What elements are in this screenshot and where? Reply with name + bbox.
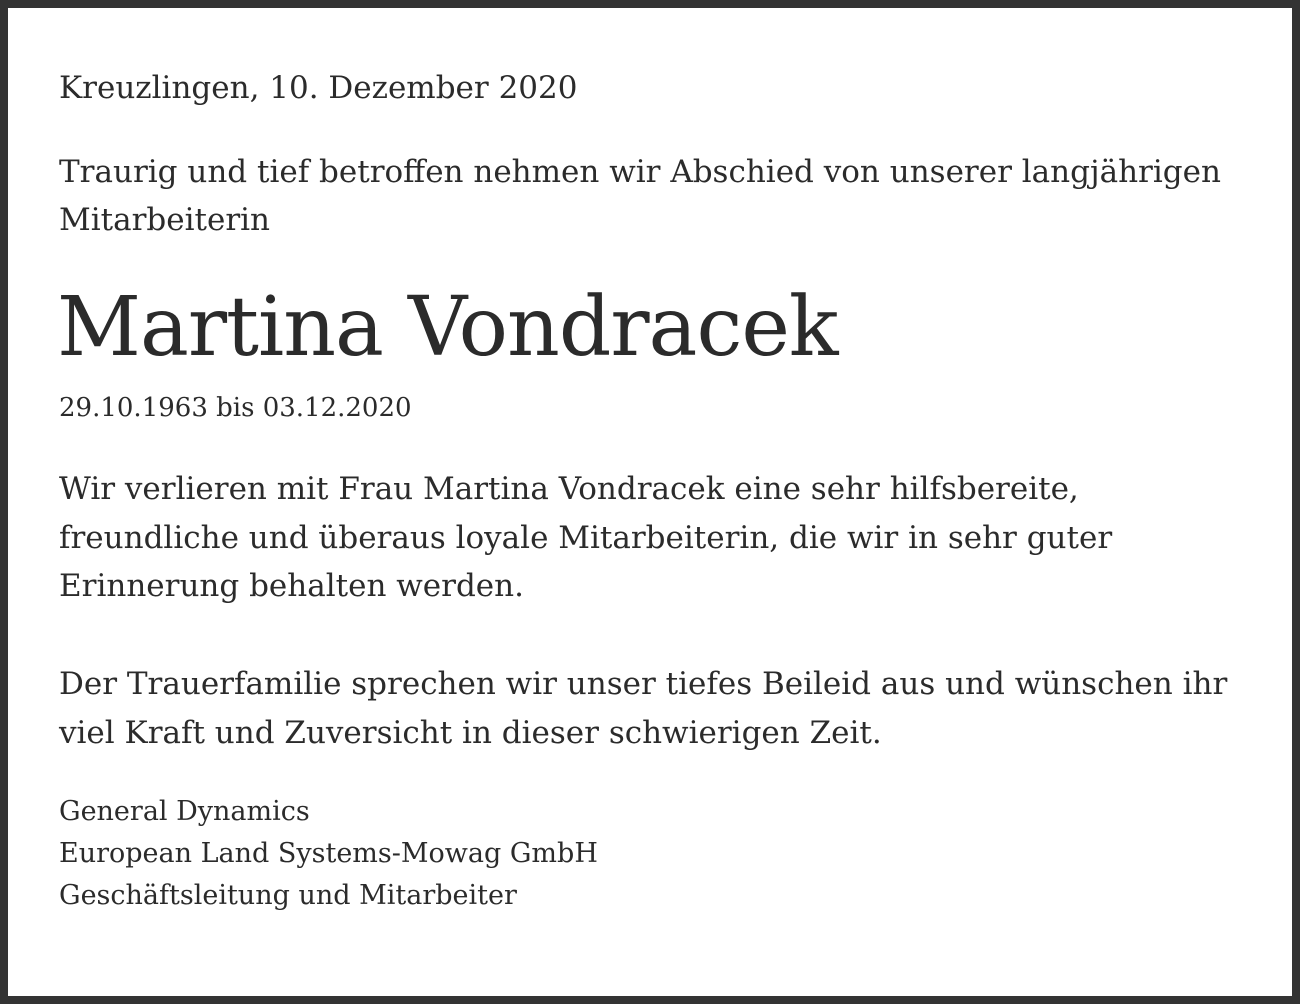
tribute-paragraph: Wir verlieren mit Frau Martina Vondracek eine sehr hilfsbereite, freundliche und überaus loyale Mitarbeiterin, die wir in sehr guter Erinnerung behalten werden. bbox=[59, 471, 1113, 604]
signature-block bbox=[59, 791, 598, 917]
life-dates: 29.10.1963 bis 03.12.2020 bbox=[59, 393, 412, 423]
intro-text: Traurig und tief betroffen nehmen wir Abschied von unserer langjährigen Mitarbeiterin bbox=[59, 154, 1221, 238]
signature-line-division: European Land Systems-Mowag GmbH bbox=[59, 838, 598, 869]
place-date: Kreuzlingen, 10. Dezember 2020 bbox=[59, 70, 578, 106]
condolence-paragraph: Der Trauerfamilie sprechen wir unser tiefes Beileid aus und wünschen ihr viel Kraft und Zuversicht in dieser schwierigen Zeit. bbox=[59, 666, 1228, 751]
signature-line-company: General Dynamics bbox=[59, 796, 310, 827]
deceased-name: Martina Vondracek bbox=[57, 280, 838, 375]
signature-line-staff: Geschäftsleitung und Mitarbeiter bbox=[59, 880, 517, 911]
